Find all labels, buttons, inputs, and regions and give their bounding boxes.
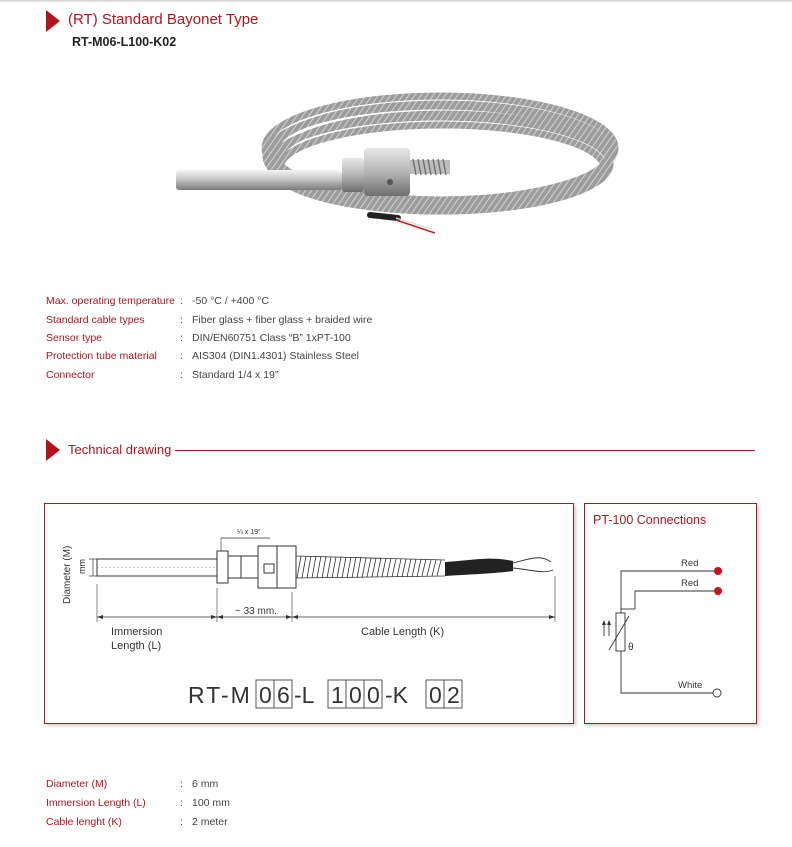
spec-label: Max. operating temperature: [46, 295, 175, 307]
code-prefix: RT-M: [188, 682, 252, 708]
dimension-label: Cable lenght (K): [46, 816, 122, 828]
cable-end: [370, 215, 398, 218]
connector-body: [364, 148, 410, 196]
product-code: RT-M06-L100-K02: [72, 35, 177, 49]
spec-label: Sensor type: [46, 332, 103, 344]
spring-section: [410, 159, 450, 175]
bayonet-fitting: [342, 158, 364, 192]
wire-label-red-1: Red: [681, 558, 699, 569]
spec-value: -50 °C / +400 °C: [192, 295, 269, 307]
spec-value: Fiber glass + fiber glass + braided wire: [192, 314, 373, 326]
section-title: Technical drawing: [68, 442, 172, 457]
dimension-label: Immersion Length (L): [46, 797, 146, 809]
diameter-label: Diameter (M): [62, 545, 73, 604]
technical-drawing-panel: [44, 503, 574, 724]
product-code-diagram: [188, 680, 462, 708]
connections-title: PT-100 Connections: [593, 513, 707, 527]
section-divider: [175, 450, 755, 451]
code-l2: 0: [349, 682, 362, 708]
top-shadow-line: [0, 0, 792, 3]
code-l1: 1: [331, 682, 344, 708]
cable-length-label: Cable Length (K): [361, 626, 445, 638]
diameter-unit: mm: [77, 559, 87, 574]
wiring-diagram: [604, 571, 717, 693]
drawing-spring: [296, 556, 445, 578]
probe-tube: [176, 170, 342, 190]
fitting-length-label: ~ 33 mm.: [235, 606, 277, 617]
dimension-value: 6 mm: [192, 778, 219, 790]
dimension-label: Diameter (M): [46, 778, 108, 790]
spec-value: Standard 1/4 x 19”: [192, 369, 279, 381]
code-l3: 0: [367, 682, 380, 708]
immersion-label-2: Length (L): [111, 640, 162, 652]
code-sep1: -L: [294, 682, 315, 708]
terminal-red-1: [714, 567, 722, 575]
spec-label: Protection tube material: [46, 350, 157, 362]
code-k2: 2: [447, 682, 460, 708]
code-k1: 0: [429, 682, 442, 708]
fitting-label: ¼ x 19”: [237, 529, 261, 536]
code-sep2: -K: [385, 682, 408, 708]
terminal-red-2: [714, 587, 722, 595]
page-title: (RT) Standard Bayonet Type: [68, 11, 259, 28]
wire-label-white: White: [678, 680, 703, 691]
immersion-label: Immersion: [111, 626, 163, 638]
section-marker-icon: [46, 10, 60, 32]
terminal-white: [713, 689, 721, 697]
spec-value: AIS304 (DIN1.4301) Stainless Steel: [192, 350, 359, 362]
code-m2: 6: [277, 682, 290, 708]
dimension-value: 2 meter: [192, 816, 228, 828]
spec-value: DIN/EN60751 Class “B” 1xPT-100: [192, 332, 351, 344]
drawing-cable: [445, 559, 513, 576]
drawing-fitting: [217, 551, 228, 583]
section-marker-icon: [46, 439, 60, 461]
theta-symbol: θ: [628, 642, 634, 653]
connections-panel: [584, 503, 757, 724]
spec-label: Standard cable types: [46, 314, 145, 326]
dimension-value: 100 mm: [192, 797, 230, 809]
product-image: [170, 78, 630, 248]
spec-label: Connector: [46, 369, 95, 381]
code-m1: 0: [259, 682, 272, 708]
wire-label-red-2: Red: [681, 578, 699, 589]
coiled-cable: [265, 96, 615, 211]
